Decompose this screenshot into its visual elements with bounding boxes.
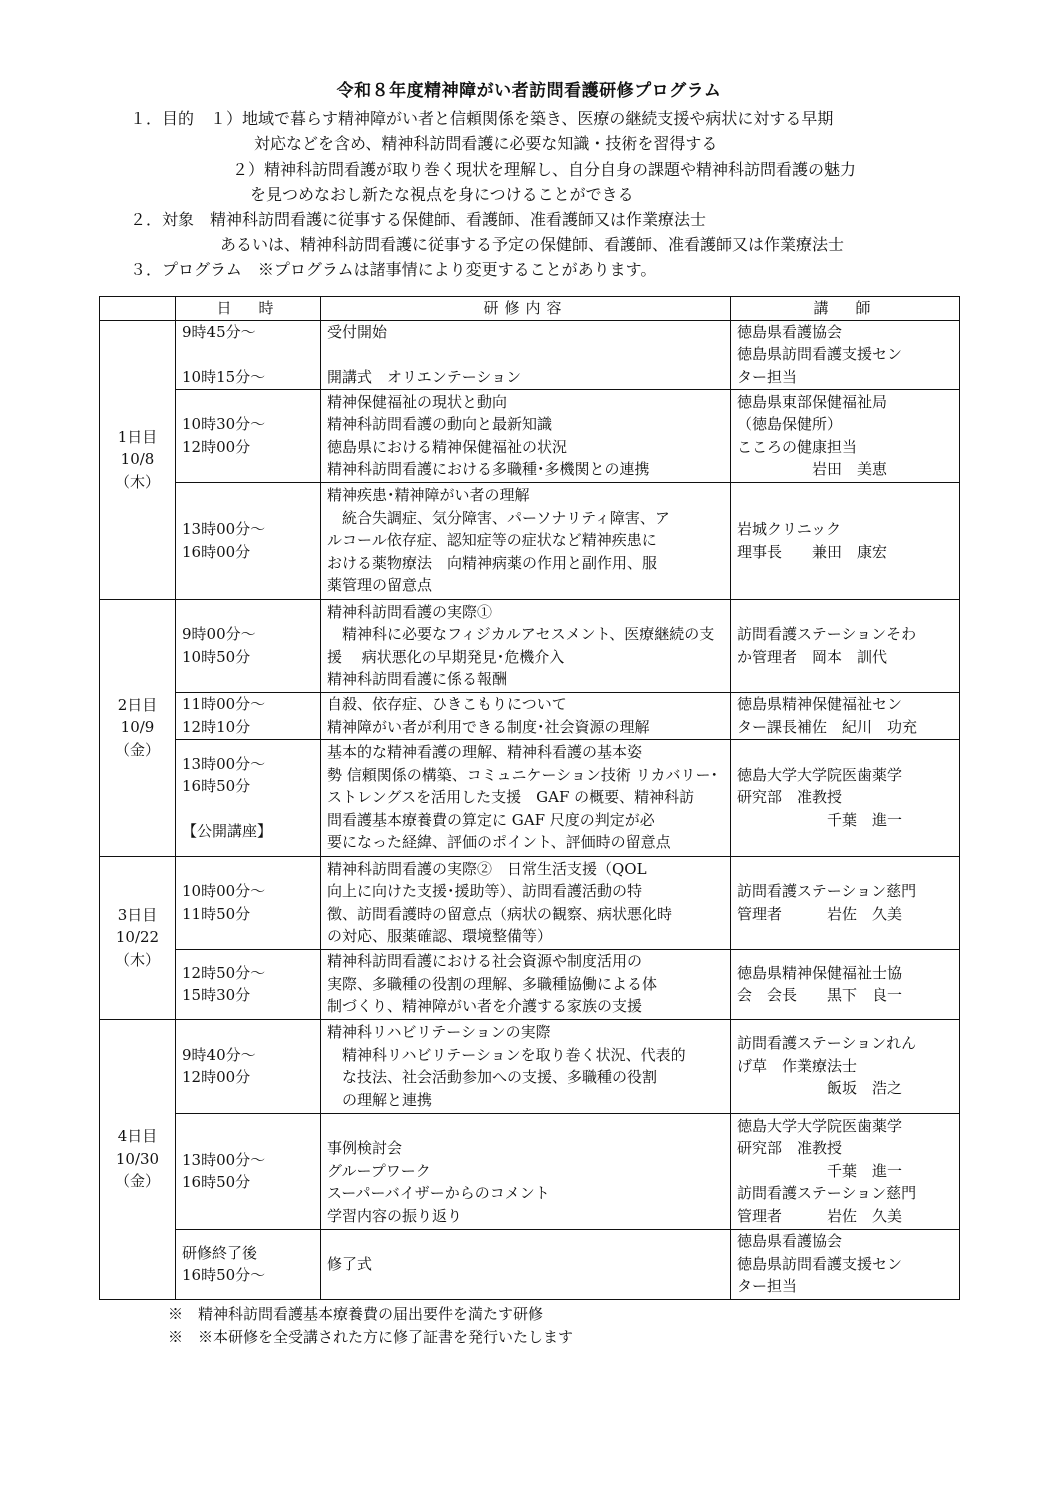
- table-row: [100, 1113, 960, 1229]
- session-time: 13時00分～ 16時50分: [176, 1113, 321, 1229]
- session-content: 精神疾患･精神障がい者の理解 統合失調症、気分障害、パーソナリティ障害、ア ルコール依存症、認知症等の症状など精神疾患に おける薬物療法 向精神病薬の作用と副作用、服 薬管理の留意点: [321, 482, 731, 599]
- table-row: [100, 320, 960, 389]
- session-lecturer: 徳島県看護協会 徳島県訪問看護支援セン ター担当: [731, 320, 960, 389]
- header-time: 日 時: [176, 297, 321, 321]
- session-time: 12時50分～ 15時30分: [176, 949, 321, 1019]
- session-content: 事例検討会 グループワーク スーパーバイザーからのコメント 学習内容の振り返り: [321, 1113, 731, 1229]
- session-time: 10時30分～ 12時00分: [176, 389, 321, 482]
- footnote-certificate: ※ ※本研修を全受講された方に修了証書を発行いたします: [168, 1328, 574, 1346]
- intro-line: あるいは、精神科訪問看護に従事する予定の保健師、看護師、准看護師又は作業療法士: [220, 235, 845, 254]
- table-row: [100, 856, 960, 949]
- session-time: 9時40分～ 12時00分: [176, 1019, 321, 1113]
- table-row: [100, 739, 960, 856]
- session-time: 9時00分～ 10時50分: [176, 599, 321, 692]
- table-row: [100, 692, 960, 739]
- session-lecturer: 訪問看護ステーションそわ か管理者 岡本 訓代: [731, 599, 960, 692]
- intro-line: ２）精神科訪問看護が取り巻く現状を理解し、自分自身の課題や精神科訪問看護の魅力: [232, 160, 857, 179]
- table-row: [100, 389, 960, 482]
- intro-line: ２．対象 精神科訪問看護に従事する保健師、看護師、准看護師又は作業療法士: [130, 210, 707, 229]
- day-label: 3日目 10/22 （木）: [100, 856, 176, 1019]
- table-row: [100, 1229, 960, 1299]
- table-row: [100, 1019, 960, 1113]
- session-time: 13時00分～ 16時50分 【公開講座】: [176, 739, 321, 856]
- day-label: 4日目 10/30 （金）: [100, 1019, 176, 1299]
- session-lecturer: 徳島大学大学院医歯薬学 研究部 准教授 千葉 進一: [731, 739, 960, 856]
- session-time: 11時00分～ 12時10分: [176, 692, 321, 739]
- day-label: 1日目 10/8 （木）: [100, 320, 176, 599]
- session-content: 精神科訪問看護における社会資源や制度活用の 実際、多職種の役割の理解、多職種協働による体 制づくり、精神障がい者を介護する家族の支援: [321, 949, 731, 1019]
- session-lecturer: 徳島県看護協会 徳島県訪問看護支援セン ター担当: [731, 1229, 960, 1299]
- session-content: 精神科訪問看護の実際② 日常生活支援（QOL 向上に向けた支援･援助等）、訪問看護活動の特 徴、訪問看護時の留意点（病状の観察、病状悪化時 の対応、服薬確認、環境整備等）: [321, 856, 731, 949]
- session-content: 修了式: [321, 1229, 731, 1299]
- session-lecturer: 徳島県精神保健福祉セン ター課長補佐 紀川 功充: [731, 692, 960, 739]
- session-content: 精神保健福祉の現状と動向 精神科訪問看護の動向と最新知識 徳島県における精神保健福祉の状況 精神科訪問看護における多職種･多機関との連携: [321, 389, 731, 482]
- header-day: [100, 297, 176, 321]
- session-time: 10時00分～ 11時50分: [176, 856, 321, 949]
- session-lecturer: 訪問看護ステーション慈門 管理者 岩佐 久美: [731, 856, 960, 949]
- session-lecturer: 岩城クリニック 理事長 兼田 康宏: [731, 482, 960, 599]
- session-time: 13時00分～ 16時00分: [176, 482, 321, 599]
- table-header-row: [100, 297, 960, 321]
- day-label: 2日目 10/9 （金）: [100, 599, 176, 856]
- session-lecturer: 訪問看護ステーションれん げ草 作業療法士 飯坂 浩之: [731, 1019, 960, 1113]
- session-time: 研修終了後 16時50分～: [176, 1229, 321, 1299]
- intro-line: 対応などを含め、精神科訪問看護に必要な知識・技術を習得する: [254, 134, 718, 153]
- intro-line: １．目的 １）地域で暮らす精神障がい者と信頼関係を築き、医療の継続支援や病状に対する早期: [130, 109, 834, 128]
- session-content: 受付開始 開講式 オリエンテーション: [321, 320, 731, 389]
- session-content: 精神科リハビリテーションの実際 精神科リハビリテーションを取り巻く状況、代表的 な技法、社会活動参加への支援、多職種の役割 の理解と連携: [321, 1019, 731, 1113]
- header-content: 研修内容: [321, 297, 731, 321]
- document-title: 令和８年度精神障がい者訪問看護研修プログラム: [336, 81, 722, 101]
- header-lecturer: 講 師: [731, 297, 960, 321]
- session-content: 精神科訪問看護の実際① 精神科に必要なフィジカルアセスメント、医療継続の支 援 病状悪化の早期発見･危機介入 精神科訪問看護に係る報酬: [321, 599, 731, 692]
- session-time: 9時45分～ 10時15分～: [176, 320, 321, 389]
- table-row: [100, 482, 960, 599]
- session-content: 基本的な精神看護の理解、精神科看護の基本姿 勢 信頼関係の構築、コミュニケーション技術 リカバリー･ ストレングスを活用した支援 GAF の概要、精神科訪 問看護基本療養費の算定に GAF 尺度の判定が必 要になった経緯、評価のポイント、評価時の留意点: [321, 739, 731, 856]
- footnote-requirement: ※ 精神科訪問看護基本療養費の届出要件を満たす研修: [168, 1305, 544, 1323]
- session-lecturer: 徳島県精神保健福祉士協 会 会長 黒下 良一: [731, 949, 960, 1019]
- table-row: [100, 949, 960, 1019]
- session-lecturer: 徳島県東部保健福祉局 （徳島保健所） こころの健康担当 岩田 美恵: [731, 389, 960, 482]
- session-content: 自殺、依存症、ひきこもりについて 精神障がい者が利用できる制度･社会資源の理解: [321, 692, 731, 739]
- intro-line: を見つめなおし新たな視点を身につけることができる: [250, 185, 634, 204]
- intro-line: ３．プログラム ※プログラムは諸事情により変更することがあります。: [130, 260, 657, 279]
- session-lecturer: 徳島大学大学院医歯薬学 研究部 准教授 千葉 進一 訪問看護ステーション慈門 管理者 岩佐 久美: [731, 1113, 960, 1229]
- table-row: [100, 599, 960, 692]
- program-table: [99, 296, 960, 1300]
